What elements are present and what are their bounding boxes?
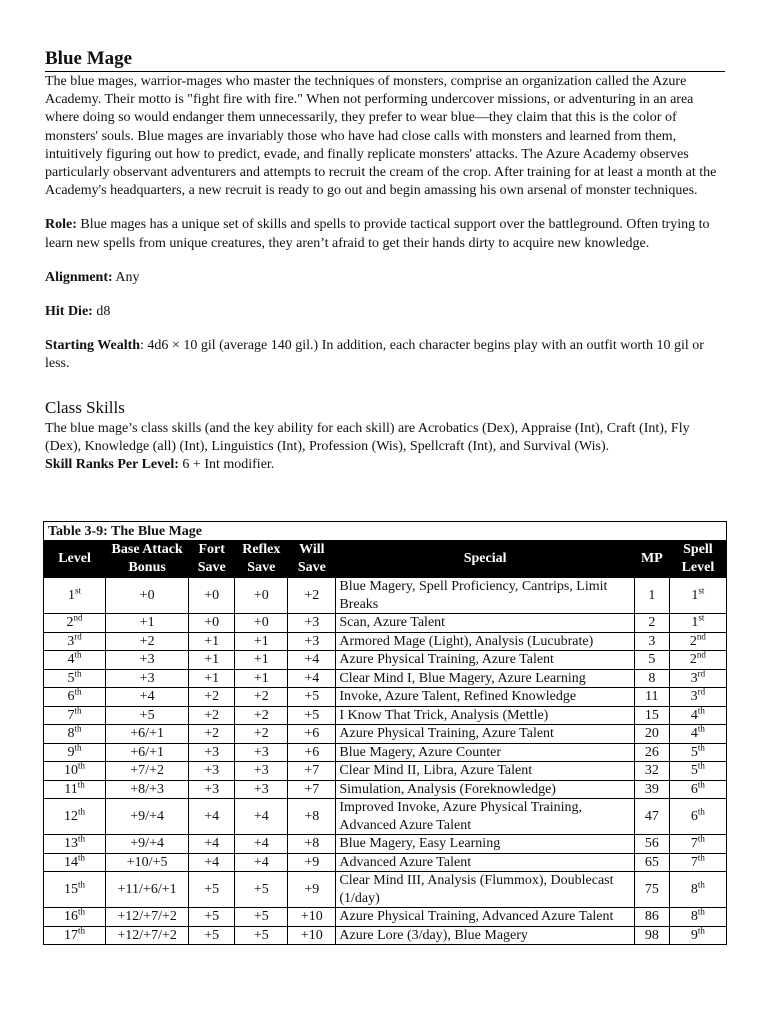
skill-ranks-paragraph [45, 456, 725, 474]
mp-cell: 56 [634, 835, 669, 854]
level-cell: 13th [44, 835, 106, 854]
fort-cell: +5 [189, 926, 235, 945]
will-cell: +9 [288, 853, 336, 872]
level-cell: 11th [44, 780, 106, 799]
level-cell: 17th [44, 926, 106, 945]
will-cell: +6 [288, 725, 336, 744]
table-row [44, 706, 727, 725]
fort-cell: +3 [189, 780, 235, 799]
reflex-cell: +2 [235, 725, 288, 744]
level-cell: 7th [44, 706, 106, 725]
level-cell: 4th [44, 651, 106, 670]
alignment-paragraph [45, 269, 725, 287]
spell-level-cell: 9th [669, 926, 726, 945]
mp-cell: 3 [634, 632, 669, 651]
spell-level-cell: 5th [669, 743, 726, 762]
table-row [44, 762, 727, 781]
fort-cell: +4 [189, 799, 235, 835]
mp-cell: 47 [634, 799, 669, 835]
header-reflex: Reflex Save [235, 541, 288, 578]
fort-cell: +2 [189, 688, 235, 707]
will-cell: +10 [288, 926, 336, 945]
reflex-cell: +0 [235, 578, 288, 614]
fort-cell: +3 [189, 762, 235, 781]
reflex-cell: +5 [235, 908, 288, 927]
bab-cell: +6/+1 [106, 725, 189, 744]
mp-cell: 15 [634, 706, 669, 725]
fort-cell: +1 [189, 632, 235, 651]
special-cell: Advanced Azure Talent [336, 853, 634, 872]
mp-cell: 32 [634, 762, 669, 781]
role-paragraph [45, 216, 725, 252]
table-caption-row [44, 522, 727, 541]
mp-cell: 39 [634, 780, 669, 799]
special-cell: Azure Physical Training, Advanced Azure Talent [336, 908, 634, 927]
will-cell: +9 [288, 872, 336, 908]
table-row [44, 743, 727, 762]
bab-cell: +4 [106, 688, 189, 707]
reflex-cell: +2 [235, 688, 288, 707]
header-bab: Base Attack Bonus [106, 541, 189, 578]
bab-cell: +11/+6/+1 [106, 872, 189, 908]
fort-cell: +3 [189, 743, 235, 762]
mp-cell: 11 [634, 688, 669, 707]
level-cell: 10th [44, 762, 106, 781]
header-mp: MP [634, 541, 669, 578]
header-spell-level: Spell Level [669, 541, 726, 578]
document-page [45, 48, 725, 474]
bab-cell: +10/+5 [106, 853, 189, 872]
will-cell: +2 [288, 578, 336, 614]
level-cell: 9th [44, 743, 106, 762]
class-skills-text: The blue mage’s class skills (and the key ability for each skill) are Acrobatics (Dex), Appraise (Int), Craft (Int), Fly (Dex), Knowledge (all) (Int), Linguistics (Int), Profession (Wis), Spellcraft (Int), and Survival (Wis). [45, 420, 690, 454]
will-cell: +8 [288, 835, 336, 854]
spell-level-cell: 4th [669, 706, 726, 725]
fort-cell: +1 [189, 651, 235, 670]
table-row [44, 780, 727, 799]
skill-ranks-label: Skill Ranks Per Level: [45, 457, 179, 473]
role-label: Role: [45, 217, 77, 233]
special-cell: Clear Mind I, Blue Magery, Azure Learning [336, 669, 634, 688]
special-cell: Azure Physical Training, Azure Talent [336, 725, 634, 744]
table-row [44, 578, 727, 614]
wealth-label: Starting Wealth [45, 338, 141, 354]
will-cell: +10 [288, 908, 336, 927]
will-cell: +5 [288, 706, 336, 725]
table-row [44, 688, 727, 707]
level-cell: 2nd [44, 614, 106, 633]
mp-cell: 26 [634, 743, 669, 762]
fort-cell: +1 [189, 669, 235, 688]
wealth-paragraph [45, 337, 725, 373]
reflex-cell: +4 [235, 853, 288, 872]
will-cell: +4 [288, 669, 336, 688]
spell-level-cell: 6th [669, 799, 726, 835]
reflex-cell: +1 [235, 632, 288, 651]
table-row [44, 926, 727, 945]
spell-level-cell: 1st [669, 578, 726, 614]
page-title: Blue Mage [45, 48, 725, 72]
fort-cell: +5 [189, 908, 235, 927]
special-cell: Blue Magery, Easy Learning [336, 835, 634, 854]
bab-cell: +0 [106, 578, 189, 614]
bab-cell: +1 [106, 614, 189, 633]
reflex-cell: +0 [235, 614, 288, 633]
fort-cell: +5 [189, 872, 235, 908]
level-cell: 16th [44, 908, 106, 927]
special-cell: Invoke, Azure Talent, Refined Knowledge [336, 688, 634, 707]
level-cell: 5th [44, 669, 106, 688]
will-cell: +8 [288, 799, 336, 835]
mp-cell: 5 [634, 651, 669, 670]
header-special: Special [336, 541, 634, 578]
fort-cell: +0 [189, 614, 235, 633]
table-row [44, 853, 727, 872]
spell-level-cell: 5th [669, 762, 726, 781]
header-level: Level [44, 541, 106, 578]
mp-cell: 2 [634, 614, 669, 633]
level-cell: 6th [44, 688, 106, 707]
mp-cell: 8 [634, 669, 669, 688]
special-cell: I Know That Trick, Analysis (Mettle) [336, 706, 634, 725]
spell-level-cell: 8th [669, 872, 726, 908]
level-cell: 12th [44, 799, 106, 835]
spell-level-cell: 7th [669, 853, 726, 872]
hit-die-paragraph [45, 303, 725, 321]
header-fort: Fort Save [189, 541, 235, 578]
will-cell: +4 [288, 651, 336, 670]
spell-level-cell: 6th [669, 780, 726, 799]
reflex-cell: +3 [235, 780, 288, 799]
table-row [44, 835, 727, 854]
spell-level-cell: 2nd [669, 651, 726, 670]
reflex-cell: +5 [235, 926, 288, 945]
bab-cell: +9/+4 [106, 799, 189, 835]
bab-cell: +8/+3 [106, 780, 189, 799]
table-row [44, 632, 727, 651]
fort-cell: +2 [189, 725, 235, 744]
special-cell: Scan, Azure Talent [336, 614, 634, 633]
special-cell: Blue Magery, Azure Counter [336, 743, 634, 762]
spell-level-cell: 4th [669, 725, 726, 744]
table-row [44, 799, 727, 835]
special-cell: Simulation, Analysis (Foreknowledge) [336, 780, 634, 799]
class-skills-heading: Class Skills [45, 397, 125, 417]
bab-cell: +3 [106, 651, 189, 670]
reflex-cell: +2 [235, 706, 288, 725]
reflex-cell: +1 [235, 669, 288, 688]
level-cell: 8th [44, 725, 106, 744]
level-cell: 14th [44, 853, 106, 872]
spell-level-cell: 8th [669, 908, 726, 927]
alignment-text: Any [112, 269, 140, 285]
fort-cell: +2 [189, 706, 235, 725]
special-cell: Armored Mage (Light), Analysis (Lucubrate) [336, 632, 634, 651]
special-cell: Azure Physical Training, Azure Talent [336, 651, 634, 670]
table-row [44, 669, 727, 688]
special-cell: Clear Mind III, Analysis (Flummox), Doublecast (1/day) [336, 872, 634, 908]
role-text: Blue mages has a unique set of skills and spells to provide tactical support over the battleground. Often trying to learn new spells from unique creatures, they aren’t afraid to get their hands dirty to acquire new knowledge. [45, 217, 710, 251]
mp-cell: 1 [634, 578, 669, 614]
spell-level-cell: 7th [669, 835, 726, 854]
header-will: Will Save [288, 541, 336, 578]
will-cell: +5 [288, 688, 336, 707]
bab-cell: +9/+4 [106, 835, 189, 854]
bab-cell: +12/+7/+2 [106, 926, 189, 945]
special-cell: Azure Lore (3/day), Blue Magery [336, 926, 634, 945]
fort-cell: +0 [189, 578, 235, 614]
fort-cell: +4 [189, 853, 235, 872]
blue-mage-table [43, 521, 727, 945]
spell-level-cell: 2nd [669, 632, 726, 651]
fort-cell: +4 [189, 835, 235, 854]
table-row [44, 872, 727, 908]
mp-cell: 20 [634, 725, 669, 744]
bab-cell: +2 [106, 632, 189, 651]
will-cell: +3 [288, 632, 336, 651]
bab-cell: +3 [106, 669, 189, 688]
wealth-text: : 4d6 × 10 gil (average 140 gil.) In addition, each character begins play with an outfit worth 10 gil or less. [45, 338, 704, 372]
table-row [44, 725, 727, 744]
skill-ranks-text: 6 + Int modifier. [178, 457, 275, 473]
special-cell: Blue Magery, Spell Proficiency, Cantrips, Limit Breaks [336, 578, 634, 614]
bab-cell: +6/+1 [106, 743, 189, 762]
hit-die-label: Hit Die: [45, 304, 93, 320]
reflex-cell: +3 [235, 743, 288, 762]
hit-die-text: d8 [92, 304, 111, 320]
table-row [44, 651, 727, 670]
level-cell: 15th [44, 872, 106, 908]
bab-cell: +7/+2 [106, 762, 189, 781]
table-caption: Table 3-9: The Blue Mage [44, 522, 727, 541]
spell-level-cell: 3rd [669, 669, 726, 688]
spell-level-cell: 1st [669, 614, 726, 633]
mp-cell: 65 [634, 853, 669, 872]
will-cell: +6 [288, 743, 336, 762]
mp-cell: 86 [634, 908, 669, 927]
reflex-cell: +4 [235, 835, 288, 854]
special-cell: Clear Mind II, Libra, Azure Talent [336, 762, 634, 781]
mp-cell: 75 [634, 872, 669, 908]
will-cell: +7 [288, 780, 336, 799]
spell-level-cell: 3rd [669, 688, 726, 707]
mp-cell: 98 [634, 926, 669, 945]
reflex-cell: +1 [235, 651, 288, 670]
level-cell: 3rd [44, 632, 106, 651]
will-cell: +7 [288, 762, 336, 781]
special-cell: Improved Invoke, Azure Physical Training, Advanced Azure Talent [336, 799, 634, 835]
table-header-row [44, 541, 727, 578]
table-row [44, 614, 727, 633]
level-cell: 1st [44, 578, 106, 614]
table-row [44, 908, 727, 927]
reflex-cell: +5 [235, 872, 288, 908]
bab-cell: +5 [106, 706, 189, 725]
will-cell: +3 [288, 614, 336, 633]
intro-paragraph: The blue mages, warrior-mages who master the techniques of monsters, comprise an organization called the Azure Academy. Their motto is "fight fire with fire." When not performing undercover missions, or adventuring in an area where doing so would endanger them unnecessarily, they prefer to wear blue—they claim that this is the color of monsters' souls. Blue mages are invariably those who have had close calls with monsters and learned from them, intuitively figuring out how to predict, evade, and finally replicate monsters' attacks. The Azure Academy observes particularly observant adventurers and attempts to recruit the cream of the crop. After training for at least a month at the Academy's headquarters, a new recruit is ready to go out and begin amassing his own arsenal of monster techniques. [45, 74, 717, 199]
reflex-cell: +4 [235, 799, 288, 835]
reflex-cell: +3 [235, 762, 288, 781]
bab-cell: +12/+7/+2 [106, 908, 189, 927]
alignment-label: Alignment: [45, 269, 113, 285]
